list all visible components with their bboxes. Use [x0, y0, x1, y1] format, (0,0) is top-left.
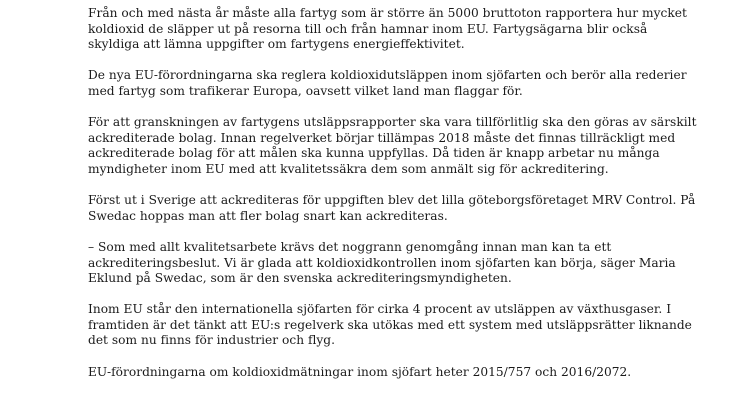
paragraph-first-accredited: Först ut i Sverige att ackrediteras för uppgiften blev det lilla göteborgsföretaget MRV Control. På Swedac hoppas man att fler bolag snart kan ackrediteras. [88, 193, 696, 223]
document-body [88, 6, 698, 380]
paragraph-intro: Från och med nästa år måste alla fartyg som är större än 5000 bruttoton rapportera hur mycket koldioxid de släpper ut på resorna till och från hamnar inom EU. Fartygsägarna blir också skyldiga att lämna uppgifter om fartygens energieffektivitet. [88, 6, 687, 52]
paragraph-emissions-share: Inom EU står den internationella sjöfarten för cirka 4 procent av utsläppen av växthusgaser. I framtiden är det tänkt att EU:s regelverk ska utökas med ett system med utsläppsrätter liknande det som nu finns för industrier och flyg. [88, 302, 692, 348]
paragraph-quote: – Som med allt kvalitetsarbete krävs det noggrann genomgång innan man kan ta ett ackrediteringsbeslut. Vi är glada att koldioxidkontrollen inom sjöfarten kan börja, säger Maria Eklund på Swedac, som är den svenska ackrediteringsmyndigheten. [88, 239, 676, 286]
paragraph-regulation-scope: De nya EU-förordningarna ska reglera koldioxidutsläppen inom sjöfarten och berör alla rederier med fartyg som trafikerar Europa, oavsett vilket land man flaggar för. [88, 68, 687, 98]
paragraph-accreditation-need: För att granskningen av fartygens utsläppsrapporter ska vara tillförlitlig ska den göras av särskilt ackrediterade bolag. Innan regelverket börjar tillämpas 2018 måste det finnas tillräckligt med ackrediterade bolag för att målen ska kunna uppfyllas. Då tiden är knapp arbetar nu många myndigheter inom EU med att kvalitetssäkra dem som anmält sig för ackreditering. [88, 115, 697, 176]
paragraph-regulation-ids: EU-förordningarna om koldioxidmätningar inom sjöfart heter 2015/757 och 2016/2072. [88, 364, 632, 379]
